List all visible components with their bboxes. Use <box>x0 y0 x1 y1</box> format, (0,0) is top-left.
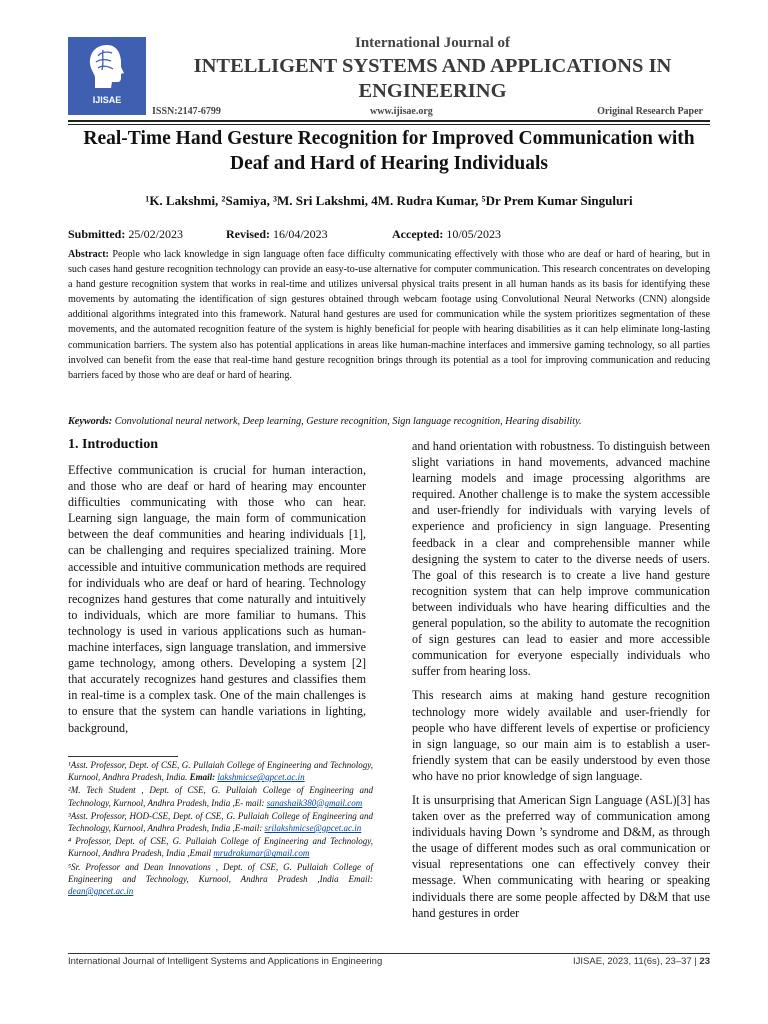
revised-label: Revised: <box>226 227 270 241</box>
page-number: 23 <box>699 956 710 967</box>
submitted-label: Submitted: <box>68 227 126 241</box>
footer-journal: International Journal of Intelligent Systems and Applications in Engineering <box>68 956 383 967</box>
paper-title: Real-Time Hand Gesture Recognition for Improved Communication with Deaf and Hard of Hearing Individuals <box>83 128 695 174</box>
journal-name: INTELLIGENT SYSTEMS AND APPLICATIONS IN ENGINEERING <box>193 55 672 102</box>
keywords-label: Keywords: <box>68 416 113 427</box>
abstract-text: People who lack knowledge in sign language often face difficulty communicating effectively with those who are deaf or hard of hearing, but in such cases hand gesture recognition technology can provide an easy-to-use alternative for computer communication. This research concentrates on developing a hand gesture recognition system that works in real-time and utilizes universal physical traits present in all human hands as its basis for identifying these movements by automating the identification of sign gestures obtained through webcam footage using Convolutional Neural Networks (CNN) alongside additional algorithms integrated into this framework. Natural hand gestures are used for communication while the system prioritizes segmentation of these movements, and the automated recognition feature of the system is highly beneficial for people with hearing disabilities as it can help eliminate long-lasting communication barriers. The system also has potential applications in areas like human-machine interfaces and immersive gaming technology, so all parties involved can benefit from the ease that real-time hand gesture recognition brings through its potential as a tool for improving communication and reducing barriers faced by those who are deaf or hard of hearing. <box>68 249 710 381</box>
paragraph: This research aims at making hand gesture recognition technology more widely available and user-friendly for people who have different levels of expertise or proficiency in sign language, so our main aim is to establish a user-friendly system that can be easily understood by even those who have no prior knowledge of sign language. <box>412 688 710 783</box>
footnote: ¹Asst. Professor, Dept. of CSE, G. Pullaiah College of Engineering and Technology, Kurnool, Andhra Pradesh, India. Email: lakshmicse@gpcet.ac.in <box>68 760 373 783</box>
keywords-text: Convolutional neural network, Deep learning, Gesture recognition, Sign language recognition, Hearing disability. <box>114 416 582 427</box>
footer-cite-text: IJISAE, 2023, 11(6s), 23–37 | <box>573 956 697 967</box>
header-rule <box>68 120 710 122</box>
footnotes <box>68 759 373 898</box>
paper-type: Original Research Paper <box>597 106 703 117</box>
abstract <box>68 247 710 383</box>
author-list: ¹K. Lakshmi, ²Samiya, ³M. Sri Lakshmi, 4M. Rudra Kumar, ⁵Dr Prem Kumar Singuluri <box>145 193 633 208</box>
footnote: ⁵Sr. Professor and Dean Innovations , Dept. of CSE, G. Pullaiah College of Engineering and Technology, Kurnool, Andhra Pradesh ,India Email: dean@gpcet.ac.in <box>68 861 374 897</box>
left-column <box>68 462 366 744</box>
footnote: ²M. Tech Student , Dept. of CSE, G. Pullaiah College of Engineering and Technology, Kurnool, Andhra Pradesh, India ,E- mail: sanashaik380@gmail.com <box>68 785 373 808</box>
paragraph: and hand orientation with robustness. To distinguish between slight variations in hand movements, advanced machine learning models and image processing algorithms are required. Another challenge is to make the system accessible and user-friendly for individuals with varying levels of experience and proficiency in sign language. Presenting feedback in a clear and comprehensible manner while designing the system to cater to the diverse needs of users. The goal of this research is to create a live hand gesture recognition system that can help improve communication between individuals who have hearing difficulties and the general population, so the ability to automate the recognition of sign gestures can lead to easier and more accessible communication for everyone especially individuals who suffer from hearing loss. <box>412 439 710 679</box>
revised-date <box>226 227 328 242</box>
submitted-value: 25/02/2023 <box>128 227 184 241</box>
footnote: ³Asst. Professor, HOD-CSE, Dept. of CSE, G. Pullaiah College of Engineering and Technology, Kurnool, Andhra Pradesh, India ,E-mail: srilakshmicse@gpcet.ac.in <box>68 810 373 834</box>
section-heading: 1. Introduction <box>68 437 158 452</box>
email-link[interactable]: sanashaik380@gmail.com <box>266 797 363 808</box>
accepted-label: Accepted: <box>392 227 444 241</box>
footnote: ⁴ Professor, Dept. of CSE, G. Pullaiah College of Engineering and Technology, Kurnool, Andhra Pradesh, India ,Email mrudrakumar@gmail.com <box>68 836 373 859</box>
paragraph: It is unsurprising that American Sign Language (ASL)[3] has taken over as the preferred way of communication among individuals having Down ’s syndrome and D&M, as through the usage of different modes such as oral communication or visual representations one can effectively convey their message. When communicating with hearing or speaking individuals there are some people affected by D&M that use hand gestures in order <box>412 792 710 920</box>
accepted-value: 10/05/2023 <box>446 227 501 241</box>
journal-top-line: International Journal of <box>354 35 510 51</box>
accepted-date <box>392 227 501 242</box>
paragraph: Effective communication is crucial for human interaction, and those who are deaf or hard of hearing may encounter difficulties communicating with those who can hear. Learning sign language, the main form of communication between the deaf communities and hearing individuals [1], can be challenging and requires specialized training. More accessible and intuitive communication methods are required for individuals who are deaf or hard of hearing. Technology recognizes hand gestures that come naturally and intuitively to individuals, which are more familiar to humans. This technology is used in various applications such as human-machine interfaces, sign language translation, and immersive game technology, among others. Developing a system [2] that accurately recognizes hand gestures and classifies them in real-time is a complex task. One of the main challenges is to ensure that the system can handle variations in lighting, background, <box>68 463 366 735</box>
journal-logo <box>68 37 146 115</box>
footer-citation <box>573 956 710 967</box>
footer-rule <box>68 953 710 954</box>
header-rule-thin <box>68 124 710 125</box>
issn: ISSN:2147-6799 <box>152 106 221 117</box>
email-link[interactable]: dean@gpcet.ac.in <box>68 886 134 897</box>
footnote-rule <box>68 756 178 757</box>
submitted-date <box>68 227 183 242</box>
keywords <box>68 416 710 427</box>
email-link[interactable]: mrudrakumar@gmail.com <box>213 848 310 859</box>
email-link[interactable]: lakshmicse@gpcet.ac.in <box>217 772 305 783</box>
right-column <box>412 438 710 929</box>
website-link[interactable]: www.ijisae.org <box>370 106 433 117</box>
abstract-label: Abstract: <box>68 249 109 260</box>
revised-value: 16/04/2023 <box>273 227 328 241</box>
logo-label: IJISAE <box>92 95 122 105</box>
brain-head-icon <box>85 42 129 92</box>
email-link[interactable]: srilakshmicse@gpcet.ac.in <box>264 823 362 834</box>
